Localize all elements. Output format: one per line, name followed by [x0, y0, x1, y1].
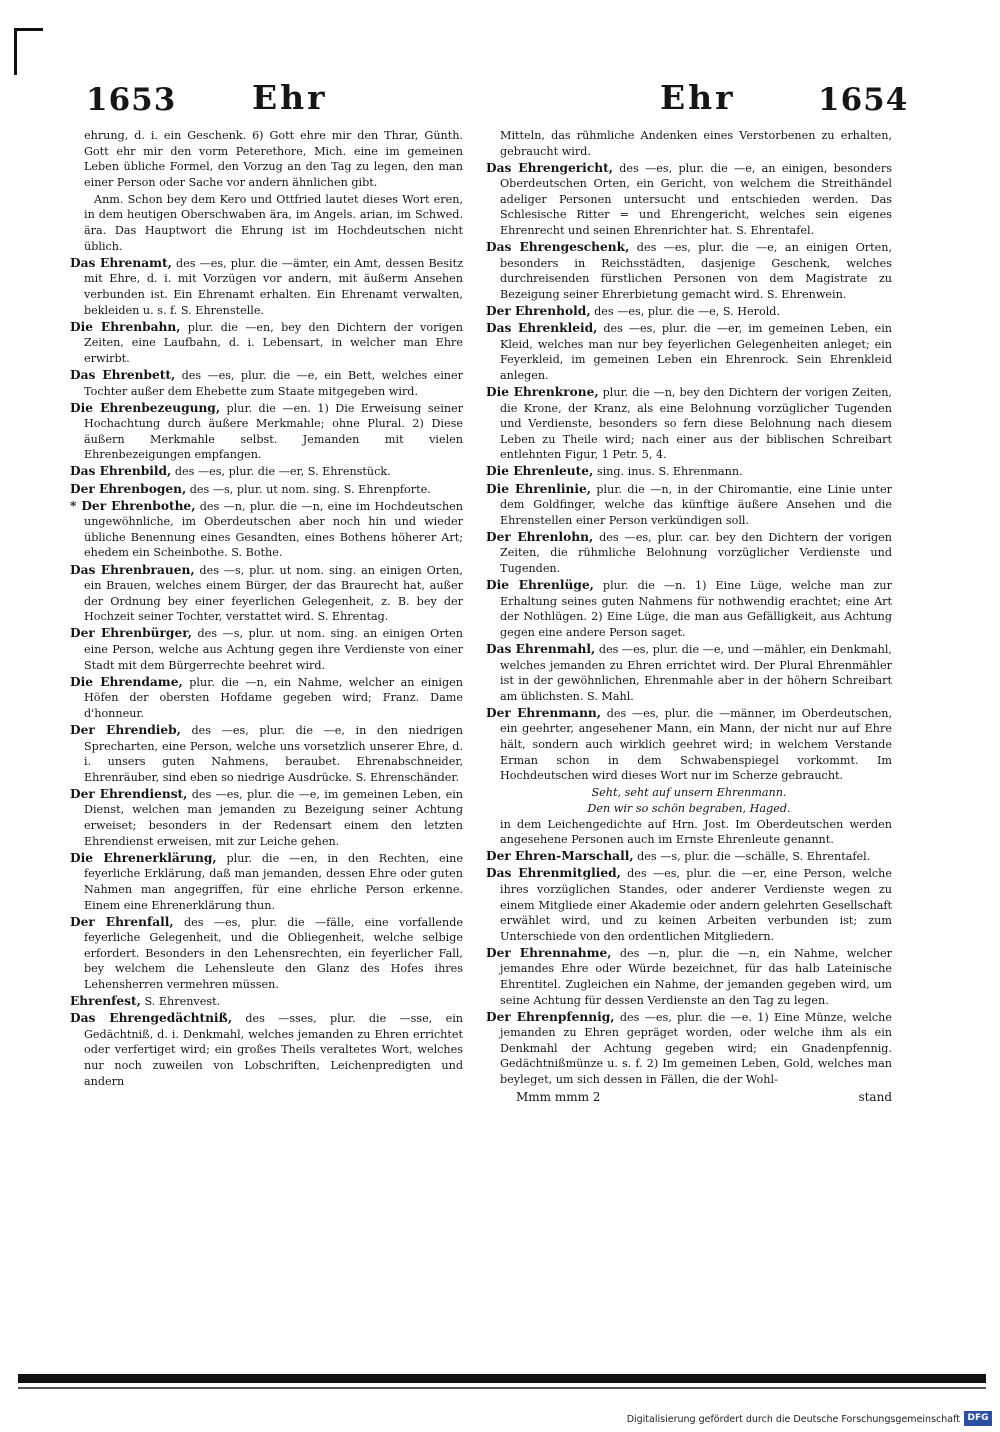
entry-text: plur. die —n, in der Chiromantie, eine Linie unter dem Goldfinger, welche das künftige äußere Ansehen und die Ehrenstellen einer Person verkündigen soll.: [500, 482, 892, 527]
dictionary-entry: [70, 256, 463, 318]
dictionary-entry: [486, 849, 892, 865]
dictionary-entry: [486, 578, 892, 640]
dictionary-entry: [486, 530, 892, 577]
entry-text: des —es, plur. die —e. 1) Eine Münze, welche jemanden zu Ehren gepräget worden, oder welche ihm als ein Denkmahl der Achtung gegeben wird; ein Gnadenpfennig. Gedächtnißmünze u. s. f. 2) Im gemeinen Leben, Gold, welches man beyleget, um sich dessen in Fällen, die der Wohl-: [500, 1010, 892, 1087]
entry-text: sing. inus. S. Ehrenmann.: [593, 465, 743, 479]
entry-text: des —es, plur. die —e, an einigen Orten, besonders in Reichsstädten, dasjenige Geschenk, welches durchreisenden fürstlichen Personen von dem Magistrate zu Bezeigung seiner Ehrerbietung gemacht wird. S. Ehrenwein.: [500, 241, 892, 301]
dictionary-entry: [486, 304, 892, 320]
headword: Der Ehrenhold,: [486, 304, 591, 319]
entry-text: des —es, plur. die —e, in den niedrigen Sprecharten, eine Person, welche uns vorsetzlich unserer Ehre, d. i. unsers guten Nahmens, beraubet. Ehrenabschneider, Ehrenräuber, sind eben so niedrige Ausdrücke. S. Ehrenschänder.: [84, 723, 464, 784]
digitization-credit: Digitalisierung gefördert durch die Deutsche Forschungsgemeinschaft: [626, 1414, 960, 1425]
dictionary-entry: [486, 240, 892, 302]
headword: Der Ehrendienst,: [70, 786, 188, 801]
entry-text: plur. die —en, in den Rechten, eine feyerliche Erklärung, daß man jemanden, dessen Ehre oder guten Nahmen man angegriffen, für eine ehrliche Person erkenne. Einem eine Ehrenerklärung thun.: [84, 851, 463, 912]
dictionary-entry: [70, 915, 463, 993]
entry-text: in dem Leichengedichte auf Hrn. Jost. Im Oberdeutschen werden angesehene Personen auch im Ernste Ehrenleute genannt.: [500, 817, 892, 847]
dictionary-entry: [486, 706, 892, 784]
entry-text: des —sses, plur. die —sse, ein Gedächtniß, d. i. Denkmahl, welches jemanden zu Ehren errichtet oder verfertiget wird; ein großes Theils veraltetes Wort, welches nur noch zuweilen von Lobschriften, Leichenpredigten und andern: [84, 1012, 464, 1088]
dictionary-entry: [70, 787, 463, 849]
entry-text: des —es, plur. die —e, und —mähler, ein Denkmahl, welches jemanden zu Ehren errichtet wird. Der Plural Ehrenmähler ist in der gewöhnlichen, Ehrenmahle aber in der höhern Schreibart am üblichsten. S. Mahl.: [500, 643, 892, 703]
page-number-left: 1653: [86, 82, 177, 118]
verse-line: Seht, seht auf unsern Ehrenmann.: [591, 786, 787, 800]
headword: Das Ehrenkleid,: [486, 321, 598, 336]
dictionary-entry: [70, 499, 463, 561]
dictionary-entry: [70, 1011, 463, 1089]
left-column: [70, 128, 463, 1091]
entry-text: des —es, plur. die —e, im gemeinen Leben, ein Dienst, welchen man jemanden zu Bezeigung seiner Achtung erweiset; besonders in der Redensart einem den letzten Ehrendienst erweisen, mit zur Leiche gehen.: [84, 787, 463, 848]
dictionary-entry: [70, 626, 463, 673]
headword: Das Ehrenbrauen,: [70, 562, 195, 577]
headword: Der Ehrendieb,: [70, 722, 181, 737]
entry-text: des —es, plur. die —männer, im Oberdeutschen, ein geehrter, angesehener Mann, ein Mann, der nicht nur auf Ehre hält, sondern auch wirklich geehret wird; in welchem Verstande Erman schon in dem Schwabenspiegel vorkommt. Im Hochdeutschen wird dieses Wort nur im Scherze gebraucht.: [500, 706, 892, 783]
headword: Der Ehrenpfennig,: [486, 1009, 615, 1024]
headword: Das Ehrenbild,: [70, 464, 172, 479]
crop-corner-mark: [14, 28, 43, 75]
headword: Die Ehrenleute,: [486, 464, 594, 479]
dictionary-entry: [70, 675, 463, 722]
headword: Der Ehrenmann,: [486, 705, 602, 720]
dictionary-entry: [486, 385, 892, 463]
headword: Das Ehrengedächtniß,: [70, 1011, 233, 1026]
dictionary-entry: [486, 866, 892, 944]
dictionary-entry: [486, 642, 892, 704]
bottom-rule: [18, 1374, 986, 1383]
entry-text: des —n, plur. die —n, eine im Hochdeutschen ungewöhnliche, im Oberdeutschen aber noch hin und wieder übliche Benennung eines Gesandten, eines Bothens höherer Art; ehedem ein Scheinbothe. S. Bothe.: [84, 499, 463, 560]
headword: Der Ehrenbürger,: [70, 626, 192, 641]
dictionary-entry: [70, 464, 463, 480]
running-head-left: Ehr: [252, 78, 328, 117]
dictionary-entry: [486, 161, 892, 239]
entry-text: plur. die —n, ein Nahme, welcher an einigen Höfen der obersten Hofdame gegeben wird; Franz. Dame d'honneur.: [84, 675, 463, 720]
dictionary-entry: [70, 482, 463, 498]
entry-text: des —es, plur. die —fälle, eine vorfallende feyerliche Gelegenheit, und die Obliegenheit, welche selbige erfordert. Besonders in den Lehensrechten, ein feyerlicher Fall, bey welchem die Lehensleute den Glanz des Hofes ihres Lehensherren vermehren müssen.: [84, 915, 463, 991]
headword: Die Ehrenlinie,: [486, 481, 591, 496]
dictionary-entry: [70, 851, 463, 913]
signature-mark: Mmm mmm 2: [516, 1089, 601, 1104]
headword: Der Ehrenbogen,: [70, 481, 187, 496]
entry-text: des —es, plur. car. bey den Dichtern der vorigen Zeiten, die rühmliche Belohnung vorzüglicher Verdienste und Tugenden.: [500, 530, 892, 576]
entry-text: des —es, plur. die —e, S. Herold.: [590, 305, 781, 319]
dictionary-entry: [486, 946, 892, 1008]
dictionary-entry: [70, 401, 463, 463]
headword: Der Ehren-Marschall,: [486, 849, 634, 864]
headword: * Der Ehrenbothe,: [70, 498, 196, 513]
dictionary-entry: [486, 128, 892, 159]
entry-text: plur. die —en, bey den Dichtern der vorigen Zeiten, eine Laufbahn, d. i. Lebensart, in welcher man Ehre erwirbt.: [84, 320, 463, 365]
running-head-right: Ehr: [660, 78, 736, 117]
dictionary-entry: [486, 464, 892, 480]
headword: Der Ehrenfall,: [70, 914, 174, 929]
dictionary-entry: [70, 320, 463, 367]
dictionary-entry: [486, 321, 892, 383]
entry-text: des —es, plur. die —er, im gemeinen Leben, ein Kleid, welches man nur bey feyerlichen Gelegenheiten anleget; ein Feyerkleid, im gemeinen Leben ein Ehrenrock. Sein Ehrenkleid anlegen.: [500, 322, 892, 382]
entry-text: des —s, plur. die —schälle, S. Ehrentafel.: [633, 850, 871, 864]
dictionary-entry: [70, 723, 463, 785]
dictionary-entry: [486, 482, 892, 529]
entry-text: ehrung, d. i. ein Geschenk. 6) Gott ehre mir den Thrar, Günth. Gott ehr mir den vorm Peterethore, Mich. eine im gemeinen Leben übliche Formel, den Vorzug an den Tag zu legen, den man einer Person oder Sache vor andern ähnlichen gibt.: [84, 129, 463, 189]
dictionary-entry: [70, 128, 463, 190]
bottom-rule-thin: [18, 1387, 986, 1389]
verse-line: Den wir so schön begraben, Haged.: [587, 801, 791, 815]
headword: Die Ehrenkrone,: [486, 385, 599, 399]
page-number-right: 1654: [818, 82, 909, 118]
headword: Das Ehrenmitglied,: [486, 866, 621, 881]
headword: Die Ehrenerklärung,: [70, 850, 217, 865]
entry-text: des —n, plur. die —n, ein Nahme, welcher jemandes Ehre oder Würde bezeichnet, für das halb Lateinische Ehrentitel. Zugleichen ein Nahme, der jemanden gegeben wird, um seine Achtung für dessen Verdienste an den Tag zu legen.: [500, 946, 893, 1007]
entry-text: plur. die —en. 1) Die Erweisung seiner Hochachtung durch äußere Merkmahle; ohne Plural. 2) Diese äußern Merkmahle selbst. Jemanden mit vielen Ehrenbezeigungen empfangen.: [84, 401, 463, 462]
headword: Das Ehrenbett,: [70, 367, 176, 382]
entry-text: Anm. Schon bey dem Kero und Ottfried lautet dieses Wort eren, in dem heutigen Oberschwaben ära, im Angels. arian, im Schwed. ära. Das Hauptwort die Ehrung ist im Hochdeutschen nicht üblich.: [84, 192, 463, 253]
dictionary-entry: [70, 563, 463, 625]
catchword-row: [486, 1090, 892, 1106]
dfg-logo: DFG: [964, 1411, 992, 1426]
entry-text: S. Ehrenvest.: [140, 995, 221, 1009]
headword: Ehrenfest,: [70, 994, 141, 1009]
dictionary-entry: [70, 994, 463, 1010]
entry-text: des —s, plur. ut nom. sing. an einigen Orten, ein Brauen, welches einem Bürger, der das Braurecht hat, außer der Ordnung bey einer feyerlichen Gelegenheit, z. B. bey der Hochzeit seiner Tochter, verstattet wird. S. Ehrentag.: [84, 563, 463, 624]
headword: Der Ehrennahme,: [486, 945, 612, 960]
entry-text: des —es, plur. die —e, ein Bett, welches einer Tochter außer dem Ehebette zum Staate mitgegeben wird.: [84, 368, 463, 398]
entry-text: des —s, plur. ut nom. sing. an einigen Orten eine Person, welche aus Achtung gegen ihre Verdienste von einer Stadt mit dem Bürgerrechte beehret wird.: [84, 627, 464, 672]
headword: Das Ehrengericht,: [486, 160, 613, 175]
entry-text: des —es, plur. die —er, eine Person, welche ihres vorzüglichen Standes, oder anderer Verdienste wegen zu einem Mitgliede einer Akademie oder andern gelehrten Gesellschaft erwählet wird, und zu keinen Arbeiten verbunden ist; zum Unterschiede von den ordentlichen Mitgliedern.: [500, 867, 892, 943]
catchword: stand: [858, 1089, 892, 1104]
dictionary-entry: [70, 368, 463, 399]
headword: Die Ehrenlüge,: [486, 578, 594, 593]
headword: Das Ehrenamt,: [70, 255, 172, 270]
headword: Die Ehrenbezeugung,: [70, 400, 221, 415]
entry-text: des —es, plur. die —e, an einigen, besonders Oberdeutschen Orten, ein Gericht, von welchem die Streithändel adeliger Personen untersucht und entschieden werden. Das Schlesische Ritter = und Ehrengericht, welches sein eigenes Ehrenrecht und seinen Ehrenrichter hat. S. Ehrentafel.: [500, 161, 892, 238]
headword: Das Ehrengeschenk,: [486, 240, 630, 255]
entry-text: des —s, plur. ut nom. sing. S. Ehrenpforte.: [186, 482, 431, 496]
entry-text: plur. die —n, bey den Dichtern der vorigen Zeiten, die Krone, der Kranz, als eine Belohnung vorzüglicher Tugenden und Verdienste, besonders so fern diese Belohnung nach diesem Leben zu Theile wird; nach einer aus der biblischen Schreibart entlehnten Figur, 1 Petr. 5, 4.: [500, 386, 892, 462]
entry-text: des —es, plur. die —ämter, ein Amt, dessen Besitz mit Ehre, d. i. mit Vorzügen vor andern, mit äußerm Ansehen verbunden ist. Ein Ehrenamt erhalten. Ein Ehrenamt verwalten, bekleiden u. s. f. S. Ehrenstelle.: [84, 256, 464, 317]
right-column: [486, 128, 892, 1105]
headword: Die Ehrendame,: [70, 674, 183, 689]
annotation: [70, 192, 463, 254]
headword: Das Ehrenmahl,: [486, 642, 596, 656]
dictionary-entry: [486, 1010, 892, 1088]
entry-text: des —es, plur. die —er, S. Ehrenstück.: [171, 465, 391, 479]
dictionary-entry: [486, 817, 892, 848]
entry-text: Mitteln, das rühmliche Andenken eines Verstorbenen zu erhalten, gebraucht wird.: [500, 129, 892, 158]
headword: Die Ehrenbahn,: [70, 319, 181, 334]
entry-text: plur. die —n. 1) Eine Lüge, welche man zur Erhaltung seines guten Nahmens für nothwendig erachtet; eine Art der Nothlügen. 2) Eine Lüge, die man aus Gefälligkeit, aus Achtung gegen eine andere Person saget.: [500, 579, 892, 639]
headword: Der Ehrenlohn,: [486, 529, 594, 544]
